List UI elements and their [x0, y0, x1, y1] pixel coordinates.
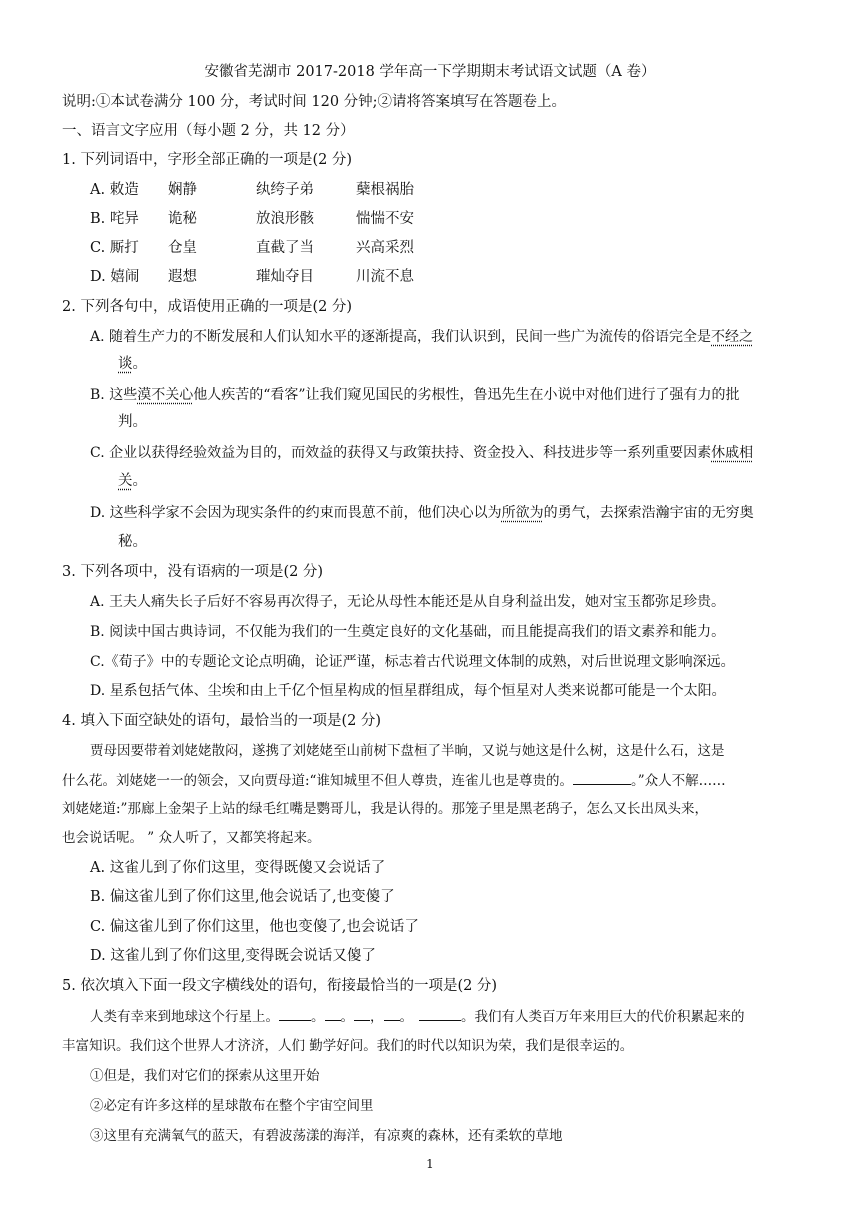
q1-option-a-c4: 蘖根祸胎 [356, 182, 414, 198]
q4-passage-line-3: 刘姥姥道:”那廊上金架子上站的绿毛红嘴是鹦哥儿，我是认得的。那笼子里是黑老鸹子，怎么又长出凤头来， [62, 801, 708, 817]
q2-option-b-pre: B. 这些 [90, 387, 138, 403]
q2-option-a [90, 327, 753, 347]
q4-passage-tail: 。”众人不解…… [630, 773, 726, 789]
q2-option-d-pre: D. 这些科学家不会因为现实条件的约束而畏葸不前，他们决心以为 [90, 505, 502, 521]
page-number: 1 [426, 1157, 434, 1171]
q1-option-d-c3: 璀灿夺目 [256, 269, 314, 285]
q4-passage-line-2 [62, 770, 726, 791]
q1-option-c-c3: 直截了当 [256, 240, 314, 256]
q2-option-c-cont [118, 471, 147, 491]
q2-option-c-text: C. 企业以获得经验效益为目的，而效益的获得又与政策扶持、资金投入、科技进步等一系列重要因素 [90, 445, 712, 461]
q5-blank-1 [279, 1006, 311, 1021]
q2-option-c-idiom-end: 关 [118, 473, 133, 489]
q1-option-c-c1: C. 厮打 [90, 240, 139, 256]
q3-option-b: B. 阅读中国古典诗词，不仅能为我们的一生奠定良好的文化基础，而且能提高我们的语文素养和能力。 [90, 624, 726, 640]
q5-blank-3 [354, 1006, 370, 1021]
q1-option-b-c2: 诡秘 [168, 211, 197, 227]
q2-option-b-post: 他人疾苦的“看客”让我们窥见国民的劣根性，鲁迅先生在小说中对他们进行了强有力的批 [193, 387, 740, 403]
q5-blank-5 [419, 1006, 461, 1021]
q5-passage-line-2: 丰富知识。我们这个世界人才济济，人们 勤学好问。我们的时代以知识为荣，我们是很幸运的。 [62, 1038, 634, 1054]
q5-blank-4 [384, 1006, 400, 1021]
q4-option-a: A. 这雀儿到了你们这里，变得既傻又会说话了 [90, 860, 386, 876]
q2-option-b-idiom: 漠不关心 [137, 387, 194, 403]
q2-option-d-cont: 秘。 [118, 534, 147, 550]
instructions: 说明:①本试卷满分 100 分，考试时间 120 分钟;②请将答案填写在答题卷上。 [62, 94, 567, 110]
question-3-stem: 3. 下列各项中，没有语病的一项是(2 分) [62, 564, 324, 580]
q2-option-d-post: 的勇气，去探索浩瀚宇宙的无穷奥 [543, 505, 754, 521]
q5-option-3: ③这里有充满氧气的蓝天，有碧波荡漾的海洋，有凉爽的森林，还有柔软的草地 [90, 1128, 563, 1144]
q5-passage-line-1 [90, 1006, 745, 1027]
q1-option-d-c1: D. 嬉闹 [90, 269, 140, 285]
q4-option-c: C. 偏这雀儿到了你们这里，他也变傻了,也会说话了 [90, 919, 419, 935]
q2-option-b [90, 385, 740, 405]
q4-passage-line-4: 也会说话呢。 ” 众人听了，又都笑将起来。 [62, 830, 321, 846]
q1-option-b-c3: 放浪形骸 [256, 211, 314, 227]
q3-option-a: A. 王夫人痛失长子后好不容易再次得子，无论从母性本能还是从自身利益出发，她对宝玉都弥足珍贵。 [90, 594, 726, 610]
q2-option-a-cont [118, 354, 147, 374]
q3-option-d: D. 星系包括气体、尘埃和由上千亿个恒星构成的恒星群组成，每个恒星对人类来说都可能是一个太阳。 [90, 683, 726, 699]
q2-option-a-period: 。 [132, 356, 147, 372]
section-heading: 一、语言文字应用（每小题 2 分，共 12 分） [62, 123, 355, 139]
q1-option-d-c4: 川流不息 [356, 269, 414, 285]
q5-sep-3: ， [370, 1009, 384, 1025]
q4-answer-blank [573, 770, 631, 785]
q5-sep-2: 。 [340, 1009, 354, 1025]
question-2-stem: 2. 下列各句中，成语使用正确的一项是(2 分) [62, 299, 353, 315]
q3-option-c: C.《荀子》中的专题论文论点明确，论证严谨，标志着古代说理文体制的成熟，对后世说理文影响深远。 [90, 654, 735, 670]
q4-option-d: D. 这雀儿到了你们这里,变得既会说话又傻了 [90, 948, 376, 964]
q1-option-a-c1: A. 敕造 [90, 182, 139, 198]
q2-option-c [90, 443, 753, 463]
q5-sep-4: 。 [399, 1009, 413, 1025]
q2-option-c-period: 。 [132, 473, 147, 489]
q2-option-d-idiom: 所欲为 [501, 505, 544, 521]
q5-option-1: ①但是，我们对它们的探索从这里开始 [90, 1068, 320, 1084]
q1-option-a-c3: 纨绔子弟 [256, 182, 314, 198]
q2-option-d [90, 503, 754, 523]
q2-option-b-cont: 判。 [118, 414, 147, 430]
q5-sep-1: 。 [311, 1009, 325, 1025]
q1-option-b-c1: B. 咤异 [90, 211, 139, 227]
question-1-stem: 1. 下列词语中，字形全部正确的一项是(2 分) [62, 152, 353, 168]
question-5-stem: 5. 依次填入下面一段文字横线处的语句，衔接最恰当的一项是(2 分) [62, 978, 498, 994]
q4-option-b: B. 偏这雀儿到了你们这里,他会说话了,也变傻了 [90, 889, 395, 905]
q2-option-a-text: A. 随着生产力的不断发展和人们认知水平的逐渐提高，我们认识到，民间一些广为流传的俗语完全是 [90, 329, 712, 345]
q4-passage-text: 什么花。刘姥姥一一的领会，又向贾母道:“谁知城里不但人尊贵，连雀儿也是尊贵的。 [62, 773, 573, 789]
q1-option-b-c4: 惴惴不安 [356, 211, 414, 227]
q1-option-d-c2: 遐想 [168, 269, 197, 285]
q1-option-c-c4: 兴高采烈 [356, 240, 414, 256]
q2-option-c-idiom: 休戚相 [711, 445, 754, 461]
q5-passage-post: 。我们有人类百万年来用巨大的代价积累起来的 [461, 1009, 745, 1025]
question-4-stem: 4. 填入下面空缺处的语句，最恰当的一项是(2 分) [62, 713, 382, 729]
document-title: 安徽省芜湖市 2017-2018 学年高一下学期期末考试语文试题（A 卷） [204, 64, 656, 80]
q5-passage-pre: 人类有幸来到地球这个行星上。 [90, 1009, 279, 1025]
q1-option-c-c2: 仓皇 [168, 240, 197, 256]
q2-option-a-idiom: 不经之 [711, 329, 754, 345]
q5-option-2: ②必定有许多这样的星球散布在整个宇宙空间里 [90, 1098, 374, 1114]
q4-passage-line-1: 贾母因要带着刘姥姥散闷，遂携了刘姥姥至山前树下盘桓了半晌，又说与她这是什么树，这是什么石，这是 [90, 743, 725, 759]
q1-option-a-c2: 娴静 [168, 182, 197, 198]
q2-option-a-idiom-end: 谈 [118, 356, 133, 372]
q5-blank-2 [325, 1006, 341, 1021]
